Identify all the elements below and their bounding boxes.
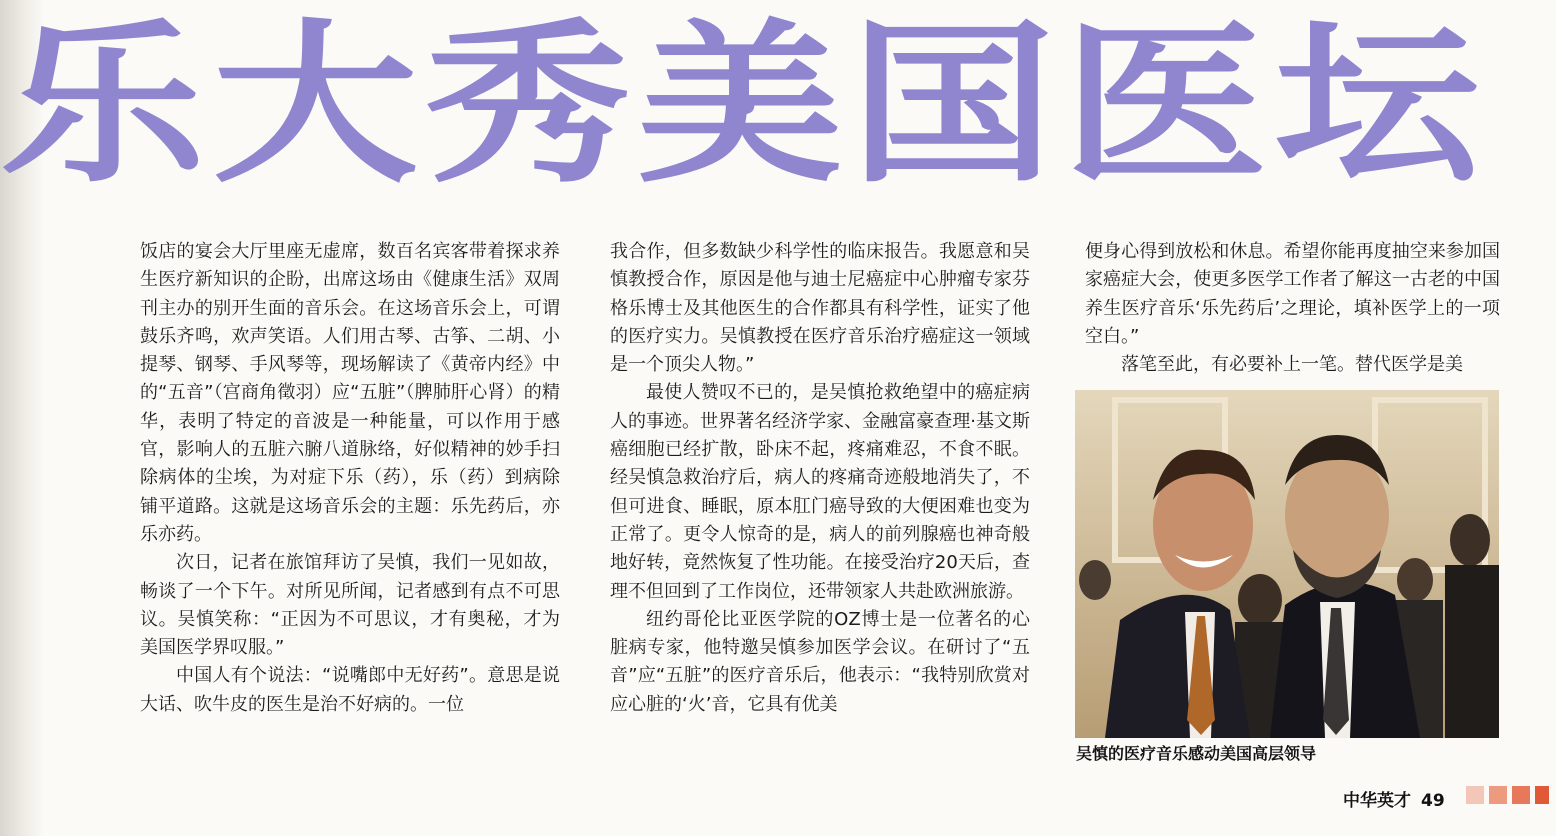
paragraph: 便身心得到放松和休息。希望你能再度抽空来参加国家癌症大会，使更多医学工作者了解这一古老的中国养生医疗音乐‘乐先药后’之理论，填补医学上的一项空白。” xyxy=(1085,241,1500,347)
photo-illustration xyxy=(1075,390,1499,738)
headline: 乐大秀美国医坛 xyxy=(0,4,1487,207)
paragraph: 中国人有个说法：“说嘴郎中无好药”。意思是说大话、吹牛皮的医生是治不好病的。一位 xyxy=(140,665,560,715)
paragraph: 我合作，但多数缺少科学性的临床报告。我愿意和吴慎教授合作，原因是他与迪士尼癌症中心肿瘤专家芬格乐博士及其他医生的合作都具有科学性，证实了他的医疗实力。吴慎教授在医疗音乐治疗癌症这一领域是一个顶尖人物。” xyxy=(610,241,1030,376)
photo-caption: 吴慎的医疗音乐感动美国高层领导 xyxy=(1076,744,1317,763)
paragraph: 落笔至此，有必要补上一笔。替代医学是美 xyxy=(1121,354,1463,376)
magazine-name: 中华英才 xyxy=(1343,791,1411,811)
paragraph: 饭店的宴会大厅里座无虚席，数百名宾客带着探求养生医疗新知识的企盼，出席这场由《健康生活》双周刊主办的别开生面的音乐会。在这场音乐会上，可谓鼓乐齐鸣，欢声笑语。人们用古琴、古筝、二胡、小提琴、钢琴、手风琴等，现场解读了《黄帝内经》中的“五音”（宫商角徵羽）应“五脏”（脾肺肝心肾）的精华，表明了特定的音波是一种能量，可以作用于感官，影响人的五脏六腑八道脉络，好似精神的妙手扫除病体的尘埃，为对症下乐（药），乐（药）到病除铺平道路。这就是这场音乐会的主题：乐先药后，亦乐亦药。 xyxy=(140,241,560,545)
column-3 xyxy=(1085,238,1500,379)
paragraph: 最使人赞叹不已的，是吴慎抢救绝望中的癌症病人的事迹。世界著名经济学家、金融富豪查理·基文斯癌细胞已经扩散，卧床不起，疼痛难忍，不食不眠。经吴慎急救治疗后，病人的疼痛奇迹般地消失了，不但可进食、睡眠，原本肛门癌导致的大便困难也变为正常了。更令人惊奇的是，病人的前列腺癌也神奇般地好转，竟然恢复了性功能。在接受治疗20天后，查理不但回到了工作岗位，还带领家人共赴欧洲旅游。 xyxy=(610,382,1030,602)
page-number: 49 xyxy=(1421,791,1445,811)
decorative-square xyxy=(1512,786,1530,804)
decorative-square xyxy=(1489,786,1507,804)
page-footer xyxy=(1343,786,1445,811)
decorative-square xyxy=(1535,786,1549,804)
paragraph: 次日，记者在旅馆拜访了吴慎，我们一见如故，畅谈了一个下午。对所见所闻，记者感到有点不可思议。吴慎笑称：“正因为不可思议，才有奥秘，才为美国医学界叹服。” xyxy=(140,552,560,659)
column-2 xyxy=(610,238,1030,719)
paragraph: 纽约哥伦比亚医学院的OZ博士是一位著名的心脏病专家，他特邀吴慎参加医学会议。在研讨了“五音”应“五脏”的医疗音乐后，他表示：“我特别欣赏对应心脏的‘火’音，它具有优美 xyxy=(610,608,1030,715)
photo xyxy=(1075,390,1499,738)
decorative-square xyxy=(1466,786,1484,804)
column-1 xyxy=(140,238,560,719)
